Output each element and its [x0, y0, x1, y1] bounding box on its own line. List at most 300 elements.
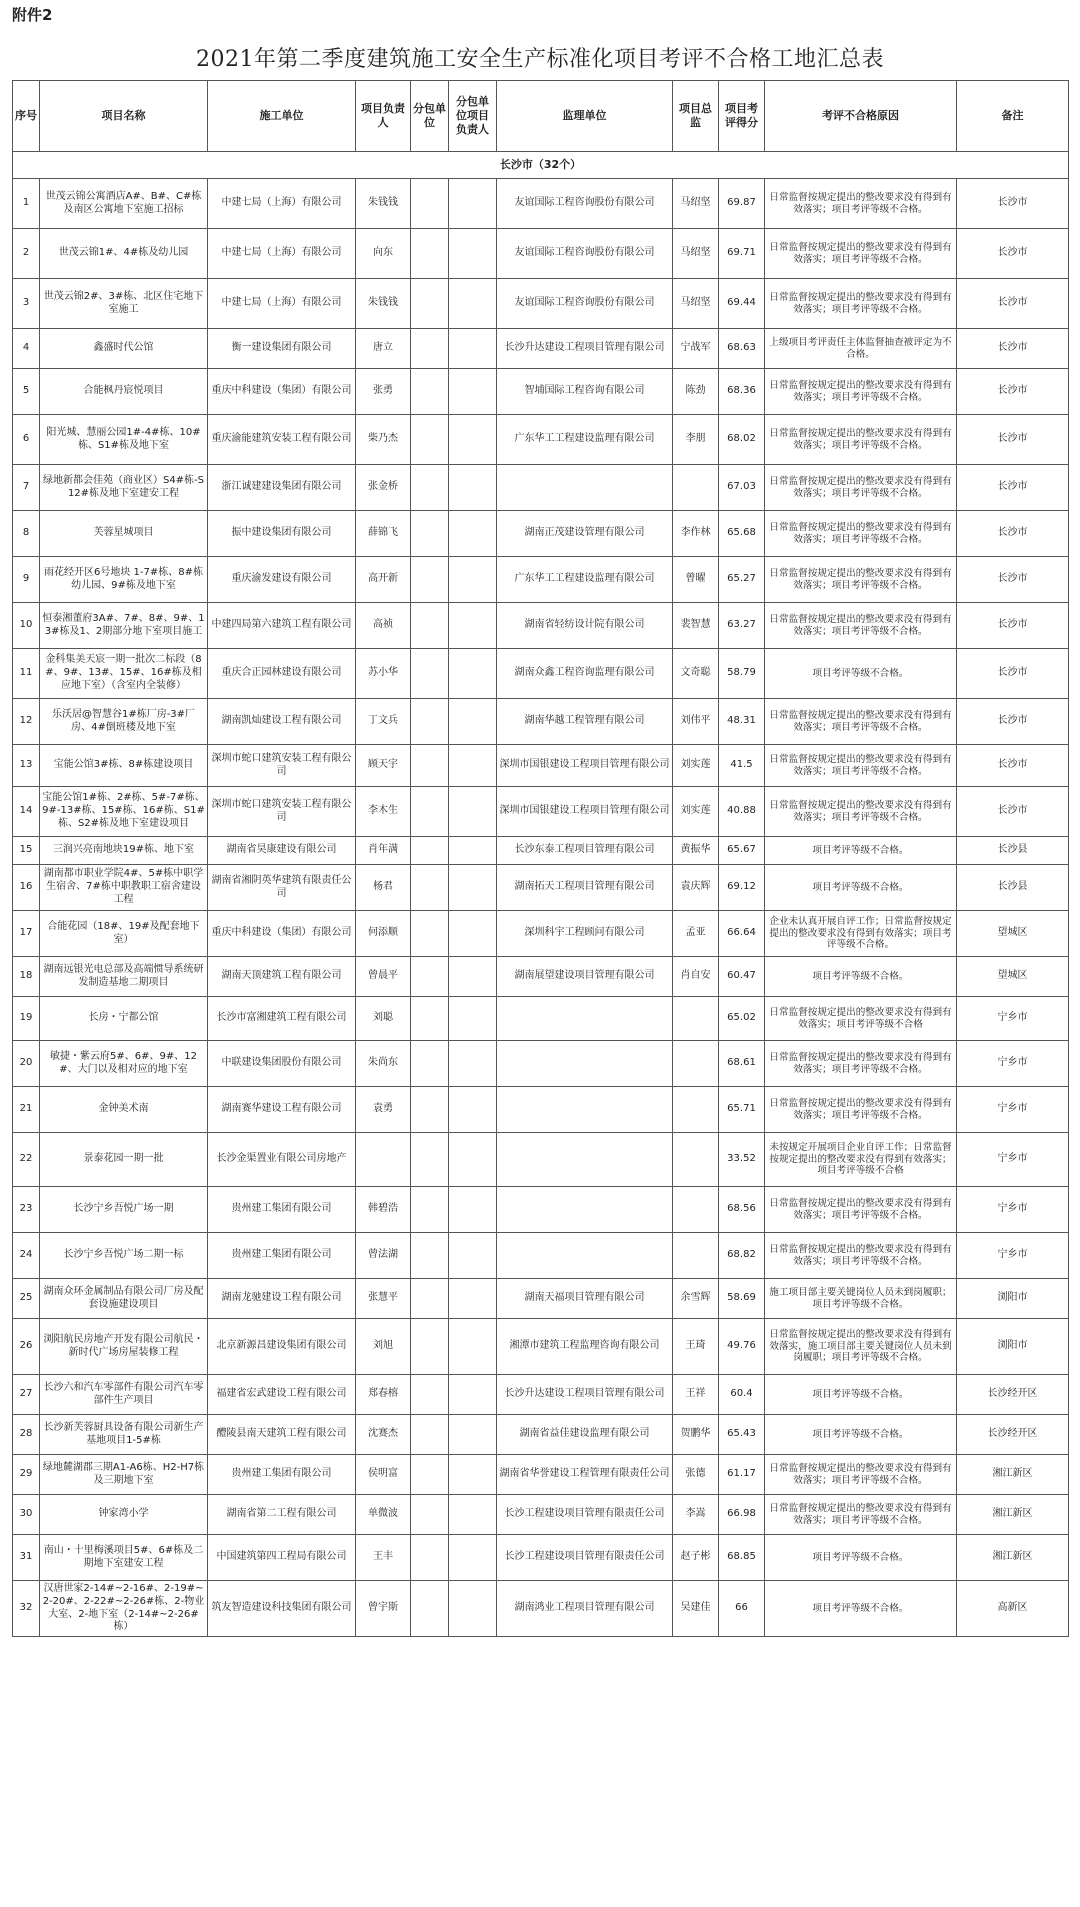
- cell-sub-manager: [449, 1187, 497, 1233]
- cell-contractor: 福建省宏武建设工程有限公司: [208, 1375, 356, 1415]
- cell-score: 67.03: [719, 465, 765, 511]
- cell-reason: 日常监督按规定提出的整改要求没有得到有效落实；项目考评等级不合格。: [765, 229, 957, 279]
- cell-project-name: 敏捷・紫云府5#、6#、9#、12#、大门以及相对应的地下室: [40, 1041, 208, 1087]
- cell-contractor: 深圳市蛇口建筑安装工程有限公司: [208, 787, 356, 837]
- cell-contractor: 湖南凯灿建设工程有限公司: [208, 699, 356, 745]
- cell-contractor: 重庆渝能建筑安装工程有限公司: [208, 415, 356, 465]
- cell-manager: 张勇: [356, 369, 411, 415]
- cell-subcontractor: [411, 1187, 449, 1233]
- cell-score: 65.68: [719, 511, 765, 557]
- cell-reason: 项目考评等级不合格。: [765, 865, 957, 911]
- cell-index: 13: [13, 745, 40, 787]
- table-row: [13, 1455, 1069, 1495]
- cell-contractor: 重庆中科建设（集团）有限公司: [208, 369, 356, 415]
- cell-manager: 朱钱钱: [356, 279, 411, 329]
- cell-contractor: 中建七局（上海）有限公司: [208, 179, 356, 229]
- cell-project-name: 浏阳航民房地产开发有限公司航民・新时代广场房屋装修工程: [40, 1319, 208, 1375]
- cell-chief-supervisor: 张德: [673, 1455, 719, 1495]
- cell-supervisor: 湖南鸿业工程项目管理有限公司: [497, 1581, 673, 1637]
- cell-subcontractor: [411, 1535, 449, 1581]
- cell-supervisor: 湖南华越工程管理有限公司: [497, 699, 673, 745]
- cell-index: 17: [13, 911, 40, 957]
- cell-remark: 宁乡市: [957, 1041, 1069, 1087]
- cell-sub-manager: [449, 279, 497, 329]
- cell-reason: 上级项目考评责任主体监督抽查被评定为不合格。: [765, 329, 957, 369]
- region-row: [13, 152, 1069, 179]
- cell-score: 68.82: [719, 1233, 765, 1279]
- cell-reason: 日常监督按规定提出的整改要求没有得到有效落实；项目考评等级不合格。: [765, 745, 957, 787]
- cell-sub-manager: [449, 1495, 497, 1535]
- cell-manager: 柴乃杰: [356, 415, 411, 465]
- cell-subcontractor: [411, 279, 449, 329]
- cell-remark: 宁乡市: [957, 1233, 1069, 1279]
- table-row: [13, 1319, 1069, 1375]
- cell-score: 68.61: [719, 1041, 765, 1087]
- cell-subcontractor: [411, 329, 449, 369]
- cell-contractor: 筑友智造建设科技集团有限公司: [208, 1581, 356, 1637]
- cell-project-name: 世茂云锦公寓酒店A#、B#、C#栋及南区公寓地下室施工招标: [40, 179, 208, 229]
- cell-remark: 湘江新区: [957, 1455, 1069, 1495]
- cell-supervisor: 湖南天福项目管理有限公司: [497, 1279, 673, 1319]
- cell-supervisor: [497, 1133, 673, 1187]
- cell-reason: 日常监督按规定提出的整改要求没有得到有效落实，施工项目部主要关键岗位人员未到岗履职；项目考评等级不合格。: [765, 1319, 957, 1375]
- cell-manager: 王丰: [356, 1535, 411, 1581]
- col-header-chief-supervisor: 项目总监: [673, 81, 719, 152]
- cell-index: 24: [13, 1233, 40, 1279]
- cell-remark: 宁乡市: [957, 1133, 1069, 1187]
- col-header-contractor: 施工单位: [208, 81, 356, 152]
- cell-remark: 长沙市: [957, 415, 1069, 465]
- cell-score: 66.98: [719, 1495, 765, 1535]
- cell-supervisor: 湖南省轻纺设计院有限公司: [497, 603, 673, 649]
- cell-index: 18: [13, 957, 40, 997]
- table-row: [13, 837, 1069, 865]
- cell-sub-manager: [449, 603, 497, 649]
- cell-reason: 日常监督按规定提出的整改要求没有得到有效落实；项目考评等级不合格。: [765, 1455, 957, 1495]
- cell-sub-manager: [449, 557, 497, 603]
- cell-subcontractor: [411, 511, 449, 557]
- cell-supervisor: 湖南省华誉建设工程管理有限责任公司: [497, 1455, 673, 1495]
- cell-contractor: 重庆合正园林建设有限公司: [208, 649, 356, 699]
- cell-sub-manager: [449, 1233, 497, 1279]
- cell-remark: 长沙市: [957, 279, 1069, 329]
- cell-score: 60.4: [719, 1375, 765, 1415]
- cell-chief-supervisor: 袁庆辉: [673, 865, 719, 911]
- cell-chief-supervisor: 赵子彬: [673, 1535, 719, 1581]
- cell-supervisor: [497, 1041, 673, 1087]
- table-row: [13, 699, 1069, 745]
- cell-index: 29: [13, 1455, 40, 1495]
- cell-sub-manager: [449, 745, 497, 787]
- cell-manager: 郑春榕: [356, 1375, 411, 1415]
- cell-remark: 长沙市: [957, 511, 1069, 557]
- cell-sub-manager: [449, 329, 497, 369]
- cell-manager: 曾法湖: [356, 1233, 411, 1279]
- cell-contractor: 醴陵县南天建筑工程有限公司: [208, 1415, 356, 1455]
- cell-contractor: 重庆中科建设（集团）有限公司: [208, 911, 356, 957]
- cell-subcontractor: [411, 699, 449, 745]
- cell-manager: 杨君: [356, 865, 411, 911]
- cell-manager: 薛锦飞: [356, 511, 411, 557]
- cell-index: 9: [13, 557, 40, 603]
- cell-index: 2: [13, 229, 40, 279]
- cell-supervisor: 湖南正茂建设管理有限公司: [497, 511, 673, 557]
- cell-supervisor: 友谊国际工程咨询股份有限公司: [497, 279, 673, 329]
- cell-project-name: 长沙宁乡吾悦广场二期一标: [40, 1233, 208, 1279]
- cell-score: 48.31: [719, 699, 765, 745]
- cell-subcontractor: [411, 865, 449, 911]
- table-row: [13, 1535, 1069, 1581]
- cell-remark: 宁乡市: [957, 1187, 1069, 1233]
- cell-manager: 韩碧浩: [356, 1187, 411, 1233]
- cell-manager: 张慧平: [356, 1279, 411, 1319]
- cell-subcontractor: [411, 1319, 449, 1375]
- cell-remark: 长沙市: [957, 329, 1069, 369]
- cell-supervisor: 广东华工工程建设监理有限公司: [497, 557, 673, 603]
- col-header-remark: 备注: [957, 81, 1069, 152]
- cell-score: 68.85: [719, 1535, 765, 1581]
- cell-project-name: 阳光城、慧丽公园1#-4#栋、10#栋、S1#栋及地下室: [40, 415, 208, 465]
- cell-supervisor: 智埔国际工程咨询有限公司: [497, 369, 673, 415]
- cell-manager: 刘聪: [356, 997, 411, 1041]
- cell-subcontractor: [411, 1087, 449, 1133]
- cell-contractor: 北京新源昌建设集团有限公司: [208, 1319, 356, 1375]
- cell-subcontractor: [411, 229, 449, 279]
- cell-remark: 宁乡市: [957, 997, 1069, 1041]
- cell-supervisor: 友谊国际工程咨询股份有限公司: [497, 229, 673, 279]
- cell-manager: 高祯: [356, 603, 411, 649]
- cell-chief-supervisor: 刘实莲: [673, 787, 719, 837]
- cell-score: 65.43: [719, 1415, 765, 1455]
- cell-remark: 长沙市: [957, 699, 1069, 745]
- cell-project-name: 芙蓉星城项目: [40, 511, 208, 557]
- cell-sub-manager: [449, 997, 497, 1041]
- table-row: [13, 787, 1069, 837]
- cell-reason: 日常监督按规定提出的整改要求没有得到有效落实；项目考评等级不合格。: [765, 1041, 957, 1087]
- cell-remark: 望城区: [957, 957, 1069, 997]
- cell-sub-manager: [449, 865, 497, 911]
- cell-chief-supervisor: 孟亚: [673, 911, 719, 957]
- cell-reason: 项目考评等级不合格。: [765, 1535, 957, 1581]
- cell-index: 6: [13, 415, 40, 465]
- cell-project-name: 世茂云锦1#、4#栋及幼儿园: [40, 229, 208, 279]
- cell-project-name: 宝能公馆3#栋、8#栋建设项目: [40, 745, 208, 787]
- cell-reason: 项目考评等级不合格。: [765, 837, 957, 865]
- cell-project-name: 恒泰湘董府3A#、7#、8#、9#、13#栋及1、2期部分地下室项目施工: [40, 603, 208, 649]
- cell-remark: 宁乡市: [957, 1087, 1069, 1133]
- cell-project-name: 合能枫丹宸悦项目: [40, 369, 208, 415]
- cell-score: 61.17: [719, 1455, 765, 1495]
- table-row: [13, 1087, 1069, 1133]
- cell-remark: 长沙市: [957, 787, 1069, 837]
- page-title: 2021年第二季度建筑施工安全生产标准化项目考评不合格工地汇总表: [196, 47, 884, 72]
- cell-manager: 侯明富: [356, 1455, 411, 1495]
- cell-project-name: 乐沃居@智慧谷1#栋厂房-3#厂房、4#倒班楼及地下室: [40, 699, 208, 745]
- col-header-index: 序号: [13, 81, 40, 152]
- table-row: [13, 1279, 1069, 1319]
- cell-remark: 长沙经开区: [957, 1375, 1069, 1415]
- table-row: [13, 1375, 1069, 1415]
- cell-supervisor: 湖南拓天工程项目管理有限公司: [497, 865, 673, 911]
- cell-project-name: 绿地新都会佳苑（商业区）S4#栋-S12#栋及地下室建安工程: [40, 465, 208, 511]
- cell-remark: 望城区: [957, 911, 1069, 957]
- cell-index: 14: [13, 787, 40, 837]
- table-row: [13, 1415, 1069, 1455]
- cell-chief-supervisor: 贺鹏华: [673, 1415, 719, 1455]
- cell-project-name: 宝能公馆1#栋、2#栋、5#-7#栋、9#-13#栋、15#栋、16#栋、S1#栋、S2#栋及地下室建设项目: [40, 787, 208, 837]
- cell-project-name: 汉唐世家2-14#~2-16#、2-19#~2-20#、2-22#~2-26#栋、2-物业大室、2-地下室（2-14#~2-26#栋）: [40, 1581, 208, 1637]
- col-header-sub-manager: 分包单位项目负责人: [449, 81, 497, 152]
- cell-chief-supervisor: 李朋: [673, 415, 719, 465]
- col-header-score: 项目考评得分: [719, 81, 765, 152]
- cell-chief-supervisor: [673, 1087, 719, 1133]
- cell-reason: 日常监督按规定提出的整改要求没有得到有效落实；项目考评等级不合格。: [765, 557, 957, 603]
- cell-reason: 日常监督按规定提出的整改要求没有得到有效落实；项目考评等级不合格: [765, 997, 957, 1041]
- cell-score: 69.12: [719, 865, 765, 911]
- cell-subcontractor: [411, 179, 449, 229]
- table-row: [13, 649, 1069, 699]
- cell-manager: [356, 1133, 411, 1187]
- cell-manager: 苏小华: [356, 649, 411, 699]
- cell-reason: 日常监督按规定提出的整改要求没有得到有效落实；项目考评等级不合格。: [765, 1233, 957, 1279]
- cell-subcontractor: [411, 837, 449, 865]
- cell-contractor: 长沙金渠置业有限公司房地产: [208, 1133, 356, 1187]
- cell-reason: 日常监督按规定提出的整改要求没有得到有效落实；项目考评等级不合格。: [765, 787, 957, 837]
- cell-supervisor: [497, 1233, 673, 1279]
- cell-contractor: 湖南省第二工程有限公司: [208, 1495, 356, 1535]
- cell-remark: 长沙市: [957, 465, 1069, 511]
- cell-index: 7: [13, 465, 40, 511]
- cell-reason: 日常监督按规定提出的整改要求没有得到有效落实；项目考评等级不合格。: [765, 1187, 957, 1233]
- cell-contractor: 浙江诚建建设集团有限公司: [208, 465, 356, 511]
- cell-chief-supervisor: 李嵩: [673, 1495, 719, 1535]
- cell-sub-manager: [449, 511, 497, 557]
- cell-contractor: 重庆渝发建设有限公司: [208, 557, 356, 603]
- cell-project-name: 湖南都市职业学院4#、5#栋中职学生宿舍、7#栋中职教职工宿舍建设工程: [40, 865, 208, 911]
- cell-sub-manager: [449, 1581, 497, 1637]
- cell-remark: 湘江新区: [957, 1535, 1069, 1581]
- cell-manager: 曾宇斯: [356, 1581, 411, 1637]
- cell-project-name: 长沙六和汽车零部件有限公司汽车零部件生产项目: [40, 1375, 208, 1415]
- cell-score: 49.76: [719, 1319, 765, 1375]
- cell-chief-supervisor: [673, 465, 719, 511]
- cell-sub-manager: [449, 415, 497, 465]
- cell-supervisor: 长沙升达建设工程项目管理有限公司: [497, 329, 673, 369]
- cell-sub-manager: [449, 699, 497, 745]
- cell-score: 68.02: [719, 415, 765, 465]
- cell-project-name: 金钟美术南: [40, 1087, 208, 1133]
- table-row: [13, 603, 1069, 649]
- cell-score: 41.5: [719, 745, 765, 787]
- cell-supervisor: 长沙工程建设项目管理有限责任公司: [497, 1535, 673, 1581]
- cell-reason: 日常监督按规定提出的整改要求没有得到有效落实；项目考评等级不合格。: [765, 415, 957, 465]
- cell-index: 27: [13, 1375, 40, 1415]
- cell-reason: 施工项目部主要关键岗位人员未到岗履职；项目考评等级不合格。: [765, 1279, 957, 1319]
- cell-chief-supervisor: [673, 997, 719, 1041]
- cell-remark: 长沙市: [957, 649, 1069, 699]
- cell-score: 68.56: [719, 1187, 765, 1233]
- table-row: [13, 1041, 1069, 1087]
- cell-reason: 项目考评等级不合格。: [765, 649, 957, 699]
- cell-score: 58.69: [719, 1279, 765, 1319]
- cell-manager: 向东: [356, 229, 411, 279]
- table-row: [13, 465, 1069, 511]
- cell-remark: 长沙市: [957, 745, 1069, 787]
- cell-score: 69.71: [719, 229, 765, 279]
- cell-project-name: 绿地麓湖郡三期A1-A6栋、H2-H7栋及三期地下室: [40, 1455, 208, 1495]
- cell-chief-supervisor: 王琦: [673, 1319, 719, 1375]
- cell-chief-supervisor: 马绍坚: [673, 179, 719, 229]
- cell-subcontractor: [411, 1581, 449, 1637]
- cell-contractor: 振中建设集团有限公司: [208, 511, 356, 557]
- table-row: [13, 911, 1069, 957]
- cell-index: 25: [13, 1279, 40, 1319]
- table-row: [13, 511, 1069, 557]
- cell-score: 69.44: [719, 279, 765, 329]
- cell-remark: 长沙市: [957, 603, 1069, 649]
- cell-chief-supervisor: 刘实莲: [673, 745, 719, 787]
- cell-chief-supervisor: 刘伟平: [673, 699, 719, 745]
- header-row: [13, 81, 1069, 152]
- cell-subcontractor: [411, 1133, 449, 1187]
- table-row: [13, 1187, 1069, 1233]
- cell-index: 26: [13, 1319, 40, 1375]
- cell-reason: 企业未认真开展自评工作；日常监督按规定提出的整改要求没有得到有效落实；项目考评等级不合格。: [765, 911, 957, 957]
- cell-supervisor: [497, 1187, 673, 1233]
- cell-score: 40.88: [719, 787, 765, 837]
- cell-supervisor: 长沙工程建设项目管理有限责任公司: [497, 1495, 673, 1535]
- cell-manager: 朱尚东: [356, 1041, 411, 1087]
- cell-index: 15: [13, 837, 40, 865]
- cell-sub-manager: [449, 465, 497, 511]
- cell-score: 33.52: [719, 1133, 765, 1187]
- cell-subcontractor: [411, 957, 449, 997]
- cell-sub-manager: [449, 837, 497, 865]
- cell-index: 32: [13, 1581, 40, 1637]
- cell-score: 65.71: [719, 1087, 765, 1133]
- cell-index: 5: [13, 369, 40, 415]
- cell-chief-supervisor: 黄振华: [673, 837, 719, 865]
- table-row: [13, 415, 1069, 465]
- cell-score: 65.67: [719, 837, 765, 865]
- cell-sub-manager: [449, 1279, 497, 1319]
- cell-chief-supervisor: [673, 1041, 719, 1087]
- cell-reason: 项目考评等级不合格。: [765, 957, 957, 997]
- cell-contractor: 中建七局（上海）有限公司: [208, 229, 356, 279]
- cell-supervisor: 长沙东泰工程项目管理有限公司: [497, 837, 673, 865]
- cell-contractor: 贵州建工集团有限公司: [208, 1455, 356, 1495]
- cell-reason: 日常监督按规定提出的整改要求没有得到有效落实；项目考评等级不合格。: [765, 699, 957, 745]
- cell-reason: 日常监督按规定提出的整改要求没有得到有效落实；项目考评等级不合格。: [765, 603, 957, 649]
- table-row: [13, 369, 1069, 415]
- cell-manager: 丁文兵: [356, 699, 411, 745]
- cell-remark: 长沙市: [957, 369, 1069, 415]
- cell-reason: 日常监督按规定提出的整改要求没有得到有效落实；项目考评等级不合格。: [765, 179, 957, 229]
- cell-sub-manager: [449, 1133, 497, 1187]
- col-header-manager: 项目负责人: [356, 81, 411, 152]
- cell-reason: 日常监督按规定提出的整改要求没有得到有效落实；项目考评等级不合格。: [765, 279, 957, 329]
- cell-subcontractor: [411, 997, 449, 1041]
- summary-table: [12, 80, 1069, 1637]
- cell-project-name: 三润兴亮南地块19#栋、地下室: [40, 837, 208, 865]
- cell-score: 58.79: [719, 649, 765, 699]
- cell-reason: 日常监督按规定提出的整改要求没有得到有效落实；项目考评等级不合格。: [765, 1495, 957, 1535]
- cell-remark: 长沙县: [957, 865, 1069, 911]
- cell-manager: 曾晨平: [356, 957, 411, 997]
- table-row: [13, 865, 1069, 911]
- table-row: [13, 179, 1069, 229]
- cell-manager: 何添顺: [356, 911, 411, 957]
- cell-sub-manager: [449, 1319, 497, 1375]
- cell-subcontractor: [411, 787, 449, 837]
- cell-sub-manager: [449, 1455, 497, 1495]
- cell-index: 21: [13, 1087, 40, 1133]
- cell-sub-manager: [449, 1375, 497, 1415]
- table-row: [13, 745, 1069, 787]
- cell-index: 28: [13, 1415, 40, 1455]
- cell-manager: 顾天宇: [356, 745, 411, 787]
- cell-index: 3: [13, 279, 40, 329]
- cell-manager: 朱钱钱: [356, 179, 411, 229]
- cell-project-name: 长沙宁乡吾悦广场一期: [40, 1187, 208, 1233]
- cell-reason: 项目考评等级不合格。: [765, 1581, 957, 1637]
- cell-contractor: 贵州建工集团有限公司: [208, 1187, 356, 1233]
- cell-contractor: 湖南省湘阴英华建筑有限责任公司: [208, 865, 356, 911]
- cell-supervisor: 湖南众鑫工程咨询监理有限公司: [497, 649, 673, 699]
- attachment-label: 附件2: [12, 6, 53, 24]
- region-label: 长沙市（32个）: [13, 152, 1069, 179]
- table-row: [13, 279, 1069, 329]
- cell-index: 11: [13, 649, 40, 699]
- cell-supervisor: 湖南省益佳建设监理有限公司: [497, 1415, 673, 1455]
- cell-chief-supervisor: 肖自安: [673, 957, 719, 997]
- cell-chief-supervisor: 曾曜: [673, 557, 719, 603]
- cell-subcontractor: [411, 557, 449, 603]
- cell-subcontractor: [411, 603, 449, 649]
- cell-subcontractor: [411, 1233, 449, 1279]
- cell-sub-manager: [449, 1535, 497, 1581]
- cell-remark: 长沙市: [957, 229, 1069, 279]
- cell-contractor: 湖南天顶建筑工程有限公司: [208, 957, 356, 997]
- table-row: [13, 229, 1069, 279]
- cell-index: 23: [13, 1187, 40, 1233]
- cell-sub-manager: [449, 911, 497, 957]
- cell-manager: 张金桥: [356, 465, 411, 511]
- cell-score: 66: [719, 1581, 765, 1637]
- cell-manager: 肖年满: [356, 837, 411, 865]
- col-header-subcontractor: 分包单位: [411, 81, 449, 152]
- cell-sub-manager: [449, 1041, 497, 1087]
- table-row: [13, 1233, 1069, 1279]
- cell-chief-supervisor: 裴智慧: [673, 603, 719, 649]
- cell-subcontractor: [411, 1415, 449, 1455]
- cell-reason: 日常监督按规定提出的整改要求没有得到有效落实；项目考评等级不合格。: [765, 511, 957, 557]
- cell-supervisor: 广东华工工程建设监理有限公司: [497, 415, 673, 465]
- cell-project-name: 湖南众环金属制品有限公司厂房及配套设施建设项目: [40, 1279, 208, 1319]
- cell-index: 20: [13, 1041, 40, 1087]
- cell-chief-supervisor: 宁战军: [673, 329, 719, 369]
- cell-index: 12: [13, 699, 40, 745]
- cell-manager: 沈赛杰: [356, 1415, 411, 1455]
- cell-project-name: 景泰花园一期一批: [40, 1133, 208, 1187]
- cell-supervisor: 友谊国际工程咨询股份有限公司: [497, 179, 673, 229]
- cell-contractor: 中建四局第六建筑工程有限公司: [208, 603, 356, 649]
- cell-subcontractor: [411, 1455, 449, 1495]
- cell-sub-manager: [449, 1415, 497, 1455]
- cell-project-name: 长房・宁都公馆: [40, 997, 208, 1041]
- cell-reason: 日常监督按规定提出的整改要求没有得到有效落实；项目考评等级不合格。: [765, 369, 957, 415]
- cell-index: 10: [13, 603, 40, 649]
